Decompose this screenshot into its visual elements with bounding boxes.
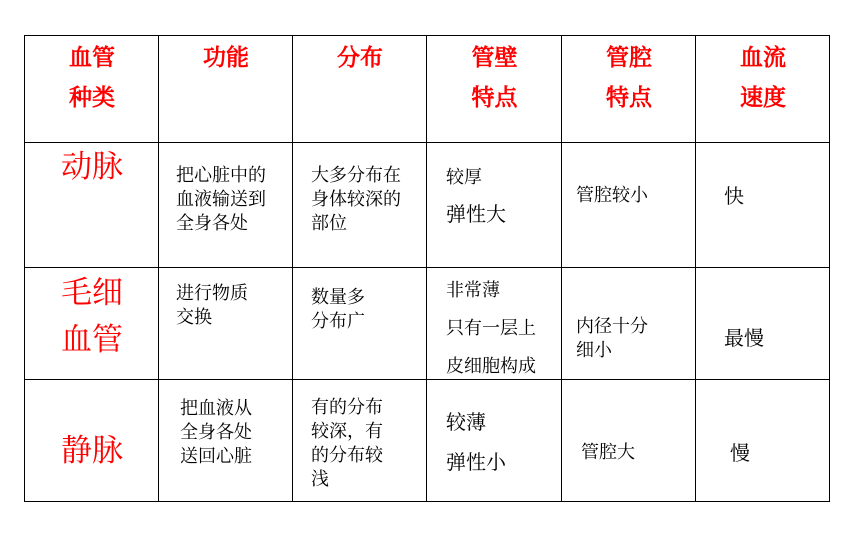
cell-line: 管腔较小 (576, 185, 648, 206)
cell-line: 只有一层上 (446, 318, 536, 339)
column-divider (292, 36, 293, 501)
cell-line: 非常薄 (446, 280, 500, 301)
header-distribution (293, 38, 427, 78)
cell-line: 较厚 (446, 167, 482, 188)
cell-line: 较薄 (446, 410, 486, 434)
row-artery-function (176, 164, 266, 236)
header-line: 功能 (203, 45, 249, 71)
row-divider (25, 379, 829, 380)
cell-line: 弹性大 (446, 202, 506, 226)
row-heading-line: 动脉 (61, 149, 123, 185)
cell-line: 把血液从 (180, 398, 252, 419)
header-line: 特点 (471, 85, 518, 111)
header-line: 速度 (740, 85, 786, 111)
cell-line: 较深，有 (311, 421, 383, 442)
cell-line: 浅 (311, 469, 329, 490)
cell-line: 进行物质 (176, 283, 248, 304)
header-line: 分布 (337, 45, 383, 71)
cell-line: 内径十分 (576, 316, 648, 337)
header-line: 特点 (606, 85, 652, 111)
row-vein-wall (446, 410, 506, 474)
cell-line: 把心脏中的 (176, 165, 266, 186)
cell-line: 慢 (730, 441, 750, 465)
cell-line: 部位 (311, 213, 347, 234)
header-line: 血管 (69, 45, 115, 71)
cell-line: 皮细胞构成 (446, 356, 536, 377)
row-artery-lumen (576, 184, 648, 208)
header-line: 种类 (69, 85, 115, 111)
header-lumen (562, 38, 696, 118)
row-heading-line: 毛细 (61, 275, 123, 311)
cell-line: 弹性小 (446, 450, 506, 474)
cell-line: 细小 (576, 340, 612, 361)
header-vessel-type (25, 38, 159, 118)
cell-line: 的分布较 (311, 445, 383, 466)
row-heading-line: 血管 (61, 322, 123, 358)
header-wall (427, 38, 562, 118)
cell-line: 全身各处 (176, 213, 248, 234)
header-line: 管腔 (606, 45, 652, 71)
cell-line: 全身各处 (180, 422, 252, 443)
cell-line: 有的分布 (311, 397, 383, 418)
row-vein-function (180, 397, 252, 469)
cell-line: 快 (724, 184, 744, 208)
header-line: 血流 (740, 45, 786, 71)
header-speed (696, 38, 830, 118)
row-vein-speed (730, 441, 750, 465)
cell-line: 分布广 (311, 311, 365, 332)
cell-line: 最慢 (724, 326, 764, 350)
cell-line: 管腔大 (581, 442, 635, 463)
vessel-comparison-table (24, 35, 830, 502)
row-heading-line: 静脉 (61, 433, 123, 469)
row-capillary-function (176, 282, 248, 330)
cell-line: 血液输送到 (176, 189, 266, 210)
row-artery-speed (724, 184, 744, 208)
header-function (159, 38, 293, 78)
row-capillary-speed (724, 326, 764, 350)
row-divider (25, 142, 829, 143)
cell-line: 身体较深的 (311, 189, 401, 210)
row-vein-distribution (311, 396, 383, 492)
row-capillary-lumen (576, 315, 648, 363)
cell-line: 送回心脏 (180, 446, 252, 467)
row-artery-type (25, 144, 159, 191)
header-line: 管壁 (471, 45, 518, 71)
cell-line: 数量多 (311, 287, 365, 308)
row-vein-type (25, 428, 159, 475)
row-capillary-wall (446, 279, 536, 379)
row-divider (25, 267, 829, 268)
row-vein-lumen (581, 441, 635, 465)
cell-line: 大多分布在 (311, 165, 401, 186)
cell-line: 交换 (176, 307, 212, 328)
row-artery-wall (446, 166, 506, 226)
row-artery-distribution (311, 164, 401, 236)
row-capillary-distribution (311, 286, 365, 334)
row-capillary-type (25, 270, 159, 364)
